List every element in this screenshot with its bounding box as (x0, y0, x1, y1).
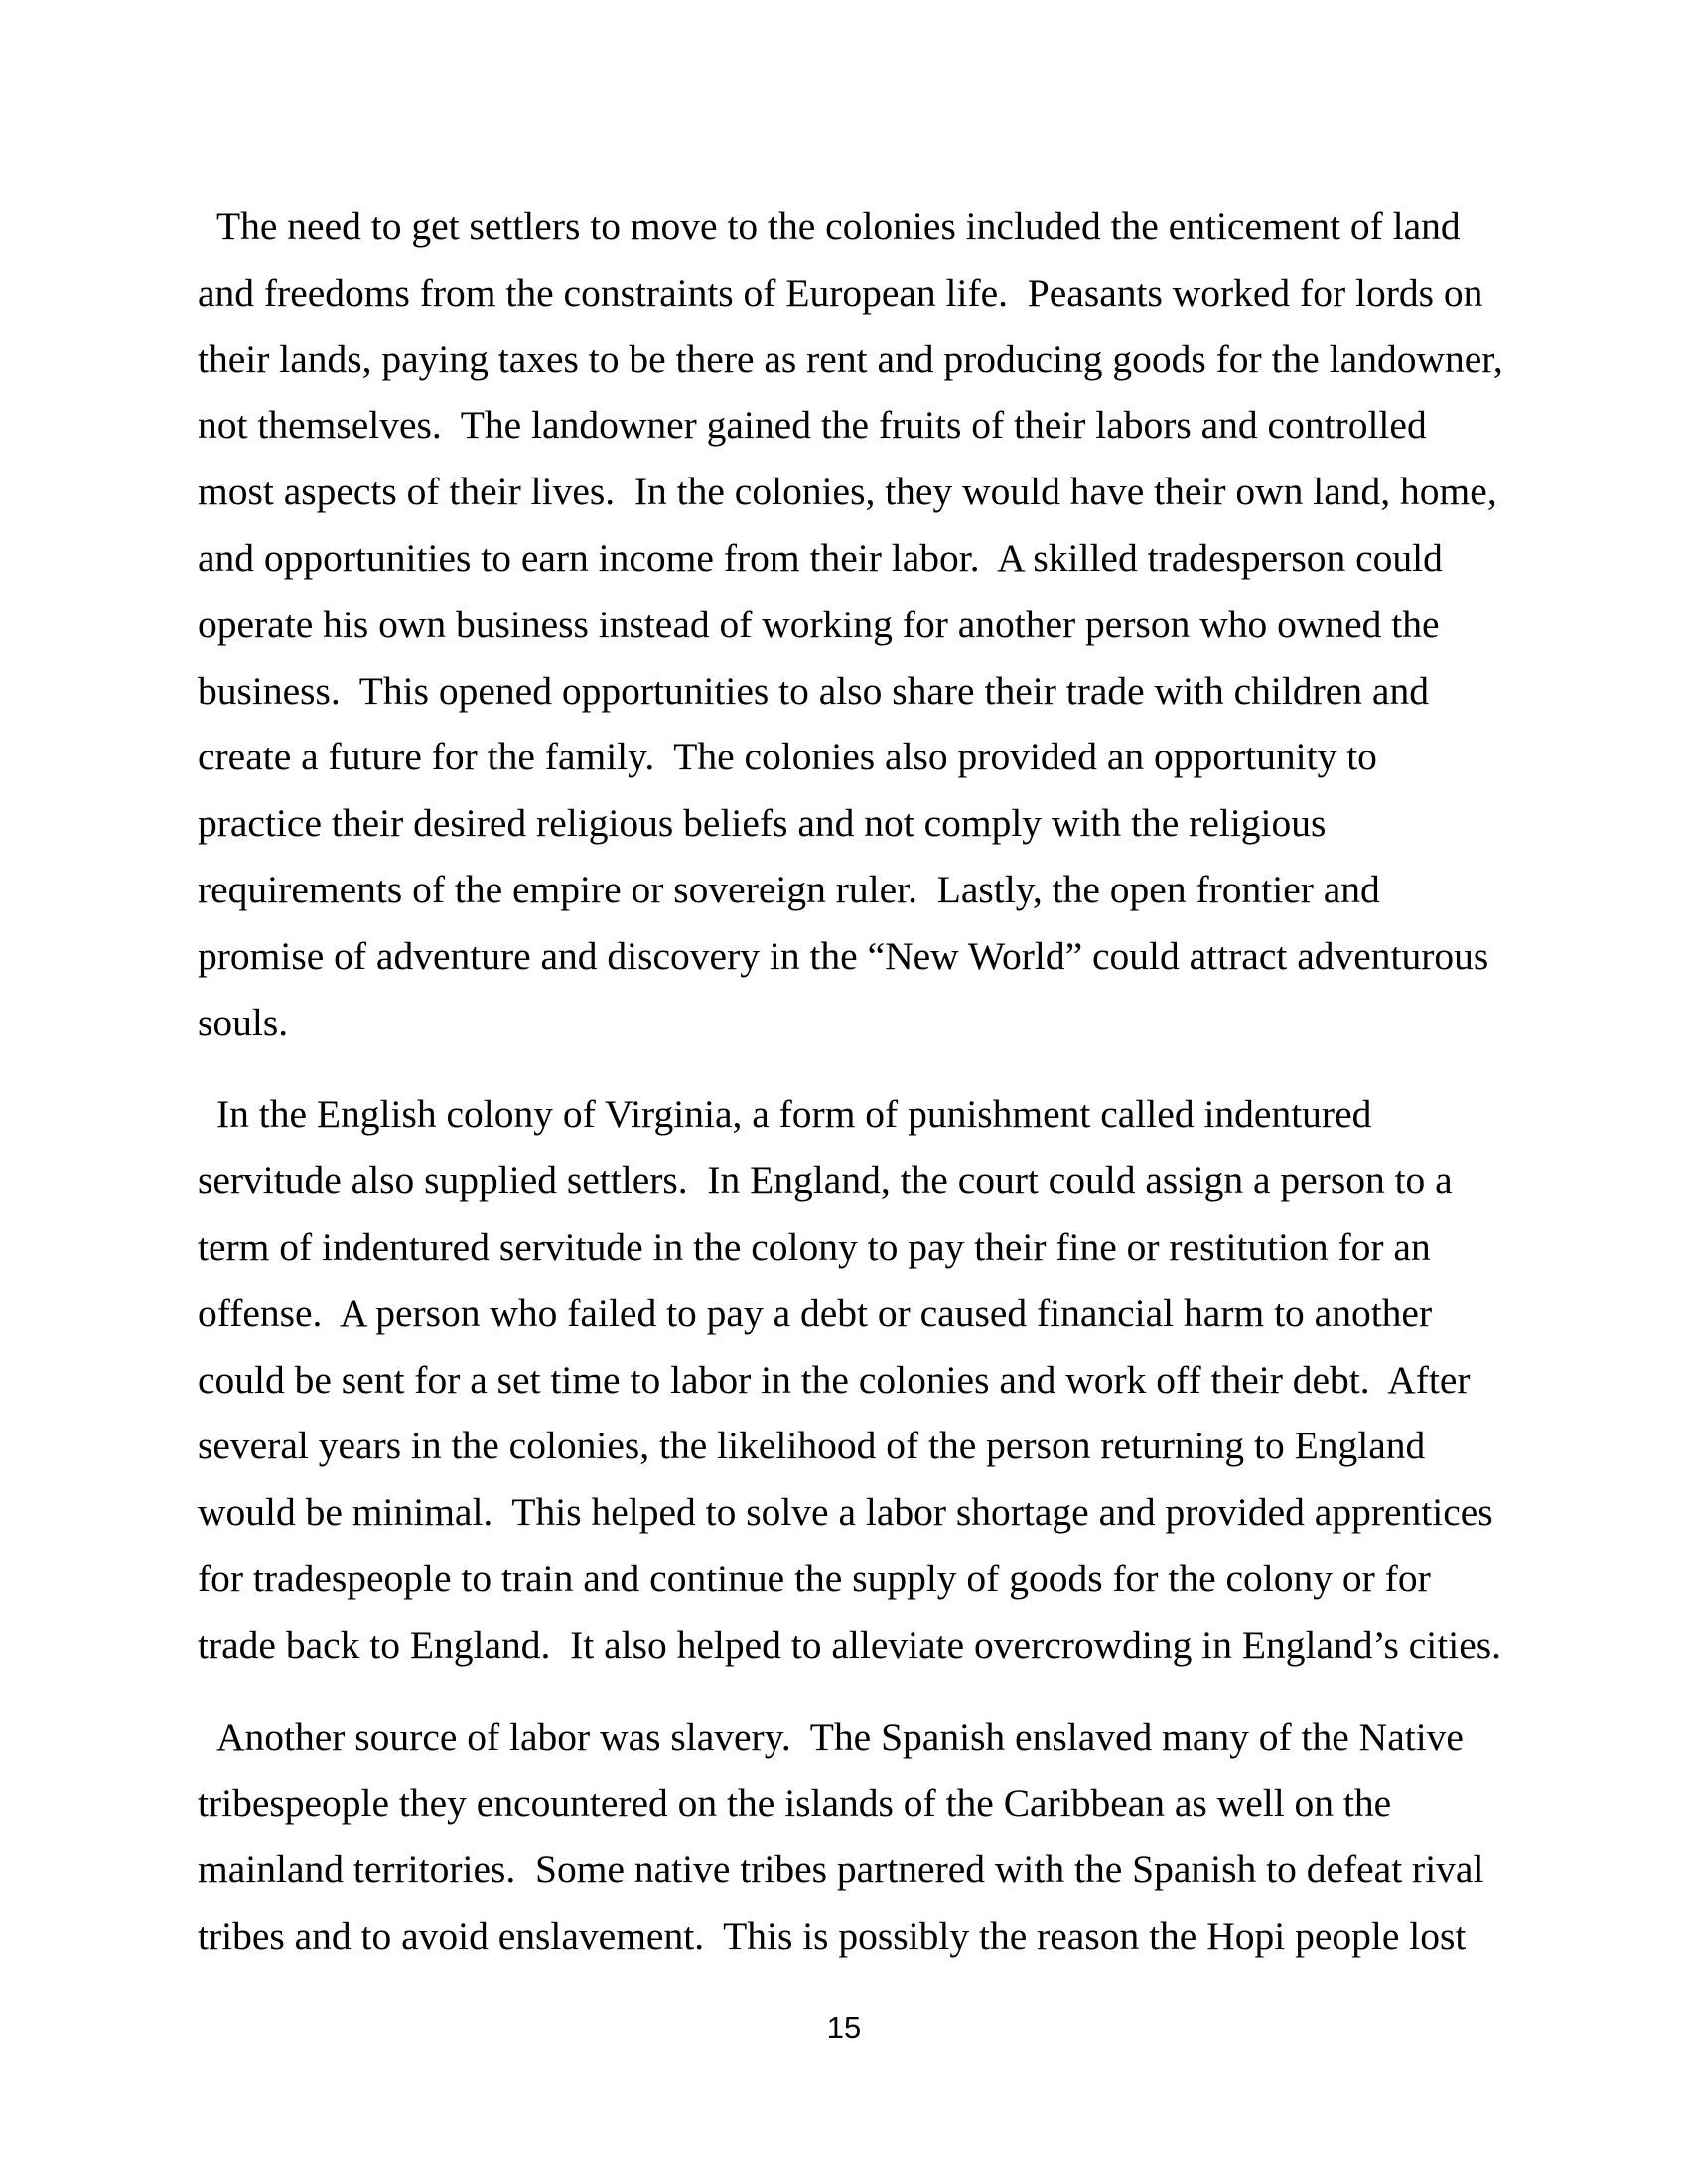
text-line: create a future for the family. The colonies also provided an opportunity to (198, 735, 1377, 779)
text-line: would be minimal. This helped to solve a labor shortage and provided apprentices (198, 1490, 1493, 1535)
text-line: requirements of the empire or sovereign ruler. Lastly, the open frontier and (198, 867, 1380, 911)
text-line: operate his own business instead of working for another person who owned the (198, 602, 1440, 646)
document-text (198, 194, 1558, 1970)
text-line: and freedoms from the constraints of European life. Peasants worked for lords on (198, 270, 1483, 315)
text-line: The need to get settlers to move to the colonies included the enticement of land (216, 205, 1461, 248)
text-line: mainland territories. Some native tribes partnered with the Spanish to defeat rival (198, 1847, 1484, 1892)
page-number: 15 (826, 2010, 862, 2045)
text-line: their lands, paying taxes to be there as rent and producing goods for the landowner, (198, 337, 1503, 381)
text-line: trade back to England. It also helped to alleviate overcrowding in England’s cities. (198, 1622, 1501, 1667)
text-line: In the English colony of Virginia, a form of punishment called indentured (216, 1092, 1372, 1137)
text-line: several years in the colonies, the likelihood of the person returning to England (198, 1424, 1426, 1468)
text-line: servitude also supplied settlers. In England, the court could assign a person to a (198, 1159, 1453, 1203)
text-line: business. This opened opportunities to also share their trade with children and (198, 668, 1429, 713)
text-line: term of indentured servitude in the colony to pay their fine or restitution for an (198, 1224, 1431, 1269)
text-line: tribespeople they encountered on the islands of the Caribbean as well on the (198, 1781, 1392, 1826)
text-line: offense. A person who failed to pay a debt or caused financial harm to another (198, 1291, 1433, 1335)
text-line: not themselves. The landowner gained the fruits of their labors and controlled (198, 403, 1427, 448)
paragraph (198, 194, 1558, 1055)
text-line: most aspects of their lives. In the colonies, they would have their own land, home, (198, 470, 1497, 514)
text-line: practice their desired religious beliefs and not comply with the religious (198, 801, 1327, 846)
paragraph (198, 1081, 1558, 1678)
text-line: and opportunities to earn income from their labor. A skilled tradesperson could (198, 535, 1443, 580)
text-line: tribes and to avoid enslavement. This is possibly the reason the Hopi people lost (198, 1913, 1467, 1958)
text-line: souls. (198, 1000, 289, 1044)
text-line: could be sent for a set time to labor in the colonies and work off their debt. After (198, 1357, 1471, 1402)
text-line: promise of adventure and discovery in the “New World” could attract adventurous (198, 933, 1489, 978)
paragraph (198, 1705, 1558, 1970)
text-line: Another source of labor was slavery. The Spanish enslaved many of the Native (216, 1714, 1464, 1759)
text-line: for tradespeople to train and continue the supply of goods for the colony or for (198, 1556, 1431, 1600)
